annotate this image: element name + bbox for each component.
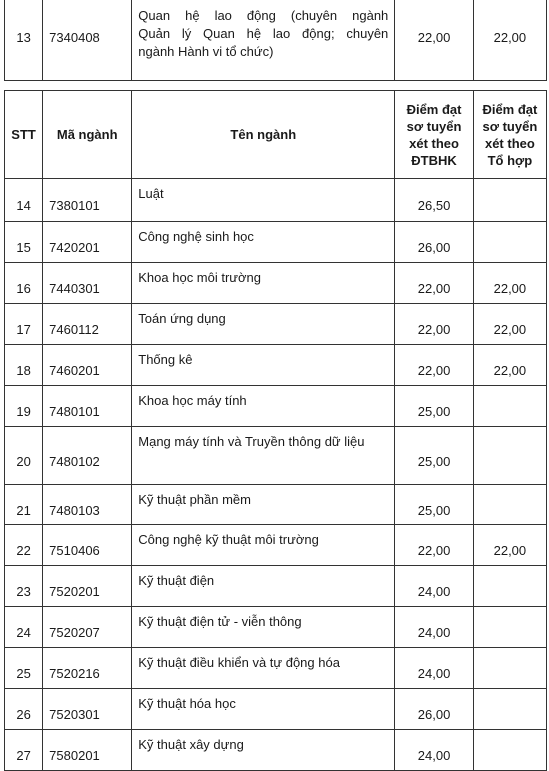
row-stt: 18 — [5, 345, 43, 386]
row-score-tohop — [473, 179, 546, 222]
header-line: sơ tuyển — [482, 118, 538, 134]
row-name: Kỹ thuật phần mềm — [132, 485, 395, 525]
row-code: 7520201 — [43, 566, 132, 607]
row-stt: 21 — [5, 485, 43, 525]
row-name: Công nghệ sinh học — [132, 222, 395, 263]
row-stt: 24 — [5, 607, 43, 648]
header-dtbhk — [395, 91, 473, 179]
row-score-tohop — [473, 485, 546, 525]
row-score-tohop — [473, 648, 546, 689]
table-row — [5, 386, 547, 427]
previous-rows-table — [4, 0, 547, 81]
table-row — [5, 485, 547, 525]
row-stt: 14 — [5, 179, 43, 222]
row-score-dtbhk: 26,00 — [395, 222, 473, 263]
row-score-tohop — [473, 730, 546, 771]
row-stt: 26 — [5, 689, 43, 730]
row-score-dtbhk: 26,50 — [395, 179, 473, 222]
header-tohop — [473, 91, 546, 179]
table-row — [5, 0, 547, 81]
row-stt: 16 — [5, 263, 43, 304]
header-line: sơ tuyển — [406, 118, 462, 134]
row-score-tohop: 22,00 — [473, 525, 546, 566]
row-code: 7460112 — [43, 304, 132, 345]
table-row — [5, 607, 547, 648]
table-body — [5, 179, 547, 771]
header-stt: STT — [5, 91, 43, 179]
table-row — [5, 222, 547, 263]
table-row — [5, 566, 547, 607]
table-row — [5, 179, 547, 222]
row-code: 7380101 — [43, 179, 132, 222]
row-stt: 22 — [5, 525, 43, 566]
row-name: Kỹ thuật điện tử - viễn thông — [132, 607, 395, 648]
row-name-line: Quan hệ lao động (chuyên ngành — [138, 8, 389, 23]
row-score-tohop — [473, 607, 546, 648]
row-code: 7480103 — [43, 485, 132, 525]
header-line: Điểm đạt — [406, 101, 462, 117]
row-score-tohop: 22,00 — [473, 304, 546, 345]
row-score-dtbhk: 25,00 — [395, 386, 473, 427]
table-row — [5, 689, 547, 730]
row-score-tohop — [473, 566, 546, 607]
row-stt: 25 — [5, 648, 43, 689]
row-score-dtbhk: 24,00 — [395, 607, 473, 648]
row-stt: 19 — [5, 386, 43, 427]
table-row — [5, 648, 547, 689]
row-score-dtbhk: 22,00 — [395, 0, 473, 81]
header-line: Điểm đạt — [482, 101, 538, 117]
header-name: Tên ngành — [132, 91, 395, 179]
row-stt: 27 — [5, 730, 43, 771]
admission-scores-table — [4, 90, 547, 771]
row-code: 7520216 — [43, 648, 132, 689]
row-stt: 13 — [5, 0, 43, 81]
row-stt: 23 — [5, 566, 43, 607]
row-score-dtbhk: 22,00 — [395, 304, 473, 345]
table-row — [5, 525, 547, 566]
row-name: Toán ứng dụng — [132, 304, 395, 345]
row-score-tohop: 22,00 — [473, 0, 546, 81]
row-score-dtbhk: 25,00 — [395, 427, 473, 485]
header-line: xét theo — [484, 135, 535, 151]
row-code: 7440301 — [43, 263, 132, 304]
row-name-line: Quản lý Quan hệ lao động; chuyên — [138, 26, 389, 41]
row-score-dtbhk: 24,00 — [395, 648, 473, 689]
row-score-tohop: 22,00 — [473, 263, 546, 304]
row-score-tohop — [473, 689, 546, 730]
row-name: Luật — [132, 179, 395, 222]
row-code: 7340408 — [43, 0, 132, 81]
row-name-line: ngành Hành vi tổ chức) — [138, 44, 274, 59]
header-line: xét theo — [409, 135, 459, 151]
header-line: ĐTBHK — [411, 152, 457, 168]
row-name: Kỹ thuật hóa học — [132, 689, 395, 730]
row-code: 7520207 — [43, 607, 132, 648]
table-row — [5, 304, 547, 345]
row-score-tohop — [473, 427, 546, 485]
row-score-dtbhk: 25,00 — [395, 485, 473, 525]
row-score-tohop — [473, 222, 546, 263]
row-score-dtbhk: 22,00 — [395, 525, 473, 566]
row-score-tohop: 22,00 — [473, 345, 546, 386]
row-stt: 15 — [5, 222, 43, 263]
row-name: Kỹ thuật xây dựng — [132, 730, 395, 771]
row-name: Kỹ thuật điện — [132, 566, 395, 607]
table-header-row — [5, 91, 547, 179]
row-code: 7460201 — [43, 345, 132, 386]
table-row — [5, 427, 547, 485]
header-line: Tổ hợp — [487, 152, 533, 168]
row-stt: 20 — [5, 427, 43, 485]
row-name: Mạng máy tính và Truyền thông dữ liệu — [132, 427, 395, 485]
row-code: 7480101 — [43, 386, 132, 427]
row-score-dtbhk: 22,00 — [395, 263, 473, 304]
row-score-dtbhk: 24,00 — [395, 730, 473, 771]
row-code: 7520301 — [43, 689, 132, 730]
row-score-dtbhk: 22,00 — [395, 345, 473, 386]
row-score-dtbhk: 26,00 — [395, 689, 473, 730]
row-name: Công nghệ kỹ thuật môi trường — [132, 525, 395, 566]
row-stt: 17 — [5, 304, 43, 345]
table-row — [5, 730, 547, 771]
row-code: 7580201 — [43, 730, 132, 771]
row-name — [132, 0, 395, 81]
header-code: Mã ngành — [43, 91, 132, 179]
row-score-tohop — [473, 386, 546, 427]
table-row — [5, 345, 547, 386]
row-name: Thống kê — [132, 345, 395, 386]
row-code: 7480102 — [43, 427, 132, 485]
row-name: Khoa học máy tính — [132, 386, 395, 427]
row-name: Kỹ thuật điều khiển và tự động hóa — [132, 648, 395, 689]
row-code: 7420201 — [43, 222, 132, 263]
table-row — [5, 263, 547, 304]
row-name: Khoa học môi trường — [132, 263, 395, 304]
row-code: 7510406 — [43, 525, 132, 566]
row-score-dtbhk: 24,00 — [395, 566, 473, 607]
